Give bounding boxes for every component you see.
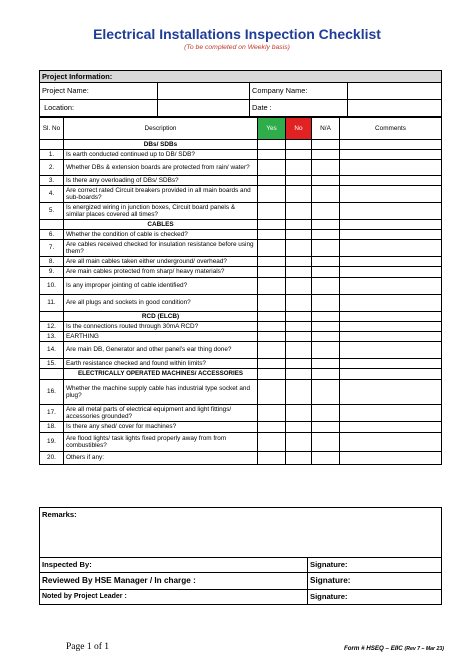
item-description: Are flood lights/ task lights fixed properly away from from combustibles? bbox=[64, 433, 258, 452]
comments-cell[interactable] bbox=[340, 257, 442, 267]
checklist-row bbox=[40, 342, 442, 359]
item-number: 13. bbox=[40, 332, 64, 342]
section-spacer bbox=[40, 140, 64, 150]
yes-checkbox-cell[interactable] bbox=[258, 332, 286, 342]
inspected-by-label: Inspected By: bbox=[40, 558, 308, 573]
item-number: 15. bbox=[40, 359, 64, 369]
col-sl-no: Sl. No bbox=[40, 118, 64, 140]
section-title: RCD (ELCB) bbox=[64, 312, 258, 322]
comments-cell[interactable] bbox=[340, 322, 442, 332]
company-name-label: Company Name: bbox=[250, 83, 348, 100]
item-number: 20. bbox=[40, 452, 64, 465]
checklist-table bbox=[39, 117, 442, 465]
yes-checkbox-cell[interactable] bbox=[258, 176, 286, 186]
comments-cell[interactable] bbox=[340, 176, 442, 186]
yes-checkbox-cell[interactable] bbox=[258, 322, 286, 332]
yes-checkbox-cell[interactable] bbox=[258, 422, 286, 433]
na-checkbox-cell[interactable] bbox=[312, 332, 340, 342]
no-checkbox-cell[interactable] bbox=[286, 257, 312, 267]
item-number: 2. bbox=[40, 160, 64, 176]
reviewed-by-signature[interactable]: Signature: bbox=[308, 573, 442, 590]
document-title: Electrical Installations Inspection Checklist bbox=[93, 26, 381, 42]
na-checkbox-cell[interactable] bbox=[312, 186, 340, 203]
comments-cell[interactable] bbox=[340, 278, 442, 295]
checklist-row bbox=[40, 150, 442, 160]
project-info-heading: Project Information: bbox=[40, 71, 442, 83]
section-row bbox=[40, 369, 442, 380]
col-no: No bbox=[286, 118, 312, 140]
na-checkbox-cell[interactable] bbox=[312, 267, 340, 278]
item-number: 9. bbox=[40, 267, 64, 278]
section-blank-cell bbox=[340, 220, 442, 230]
project-info-table bbox=[39, 70, 442, 117]
col-comments: Comments bbox=[340, 118, 442, 140]
item-description: Is earth conducted continued up to DB/ SDB? bbox=[64, 150, 258, 160]
comments-cell[interactable] bbox=[340, 380, 442, 405]
item-number: 8. bbox=[40, 257, 64, 267]
form-id bbox=[344, 645, 444, 652]
page-number: Page 1 of 1 bbox=[66, 642, 110, 652]
checklist-row bbox=[40, 452, 442, 465]
company-name-field[interactable] bbox=[348, 83, 442, 100]
item-number: 16. bbox=[40, 380, 64, 405]
section-title: ELECTRICALLY OPERATED MACHINES/ ACCESSORIES bbox=[64, 369, 258, 380]
na-checkbox-cell[interactable] bbox=[312, 322, 340, 332]
no-checkbox-cell[interactable] bbox=[286, 332, 312, 342]
na-checkbox-cell[interactable] bbox=[312, 433, 340, 452]
checklist-row bbox=[40, 380, 442, 405]
yes-checkbox-cell[interactable] bbox=[258, 203, 286, 220]
na-checkbox-cell[interactable] bbox=[312, 359, 340, 369]
date-field[interactable] bbox=[348, 100, 442, 117]
no-checkbox-cell[interactable] bbox=[286, 230, 312, 240]
na-checkbox-cell[interactable] bbox=[312, 422, 340, 433]
comments-cell[interactable] bbox=[340, 240, 442, 257]
no-checkbox-cell[interactable] bbox=[286, 176, 312, 186]
checklist-row bbox=[40, 422, 442, 433]
no-checkbox-cell[interactable] bbox=[286, 278, 312, 295]
no-checkbox-cell[interactable] bbox=[286, 342, 312, 359]
no-checkbox-cell[interactable] bbox=[286, 203, 312, 220]
item-description: Are correct rated Circuit breakers provided in all main boards and sub-boards? bbox=[64, 186, 258, 203]
na-checkbox-cell[interactable] bbox=[312, 295, 340, 312]
inspected-by-signature[interactable]: Signature: bbox=[308, 558, 442, 573]
reviewed-by-label: Reviewed By HSE Manager / In charge : bbox=[40, 573, 308, 590]
item-number: 17. bbox=[40, 405, 64, 422]
date-label: Date : bbox=[250, 100, 348, 117]
no-checkbox-cell[interactable] bbox=[286, 422, 312, 433]
na-checkbox-cell[interactable] bbox=[312, 150, 340, 160]
checklist-row bbox=[40, 322, 442, 332]
form-number: Form # HSEQ – EIIC bbox=[343, 645, 403, 652]
no-checkbox-cell[interactable] bbox=[286, 186, 312, 203]
item-number: 3. bbox=[40, 176, 64, 186]
no-checkbox-cell[interactable] bbox=[286, 359, 312, 369]
section-spacer bbox=[40, 220, 64, 230]
item-description: Are all plugs and sockets in good condition? bbox=[64, 295, 258, 312]
item-number: 12. bbox=[40, 322, 64, 332]
checklist-row bbox=[40, 433, 442, 452]
comments-cell[interactable] bbox=[340, 405, 442, 422]
item-description: Is any improper jointing of cable identified? bbox=[64, 278, 258, 295]
section-blank-cell bbox=[312, 312, 340, 322]
item-number: 11. bbox=[40, 295, 64, 312]
yes-checkbox-cell[interactable] bbox=[258, 257, 286, 267]
section-blank-cell bbox=[312, 140, 340, 150]
checklist-row bbox=[40, 332, 442, 342]
checklist-row bbox=[40, 176, 442, 186]
comments-cell[interactable] bbox=[340, 295, 442, 312]
checklist-row bbox=[40, 278, 442, 295]
item-number: 10. bbox=[40, 278, 64, 295]
no-checkbox-cell[interactable] bbox=[286, 433, 312, 452]
comments-cell[interactable] bbox=[340, 186, 442, 203]
item-description: Is the connections routed through 30mA RCD? bbox=[64, 322, 258, 332]
item-description: Is there any shed/ cover for machines? bbox=[64, 422, 258, 433]
comments-cell[interactable] bbox=[340, 150, 442, 160]
comments-cell[interactable] bbox=[340, 203, 442, 220]
item-description: Whether DBs & extension boards are protected from rain/ water? bbox=[64, 160, 258, 176]
item-description: Is there any overloading of DBs/ SDBs? bbox=[64, 176, 258, 186]
item-description: Earth resistance checked and found within limits? bbox=[64, 359, 258, 369]
comments-cell[interactable] bbox=[340, 433, 442, 452]
yes-checkbox-cell[interactable] bbox=[258, 380, 286, 405]
yes-checkbox-cell[interactable] bbox=[258, 240, 286, 257]
yes-checkbox-cell[interactable] bbox=[258, 160, 286, 176]
project-name-field[interactable] bbox=[158, 83, 250, 100]
section-spacer bbox=[40, 312, 64, 322]
checklist-row bbox=[40, 295, 442, 312]
checklist-row bbox=[40, 203, 442, 220]
yes-checkbox-cell[interactable] bbox=[258, 278, 286, 295]
na-checkbox-cell[interactable] bbox=[312, 240, 340, 257]
checklist-row bbox=[40, 160, 442, 176]
location-label: Location: bbox=[40, 100, 158, 117]
section-blank-cell bbox=[340, 312, 442, 322]
item-number: 6. bbox=[40, 230, 64, 240]
item-description: Whether the condition of cable is checked? bbox=[64, 230, 258, 240]
section-blank-cell bbox=[258, 140, 286, 150]
no-checkbox-cell[interactable] bbox=[286, 160, 312, 176]
item-number: 4. bbox=[40, 186, 64, 203]
item-number: 18. bbox=[40, 422, 64, 433]
na-checkbox-cell[interactable] bbox=[312, 203, 340, 220]
na-checkbox-cell[interactable] bbox=[312, 160, 340, 176]
yes-checkbox-cell[interactable] bbox=[258, 295, 286, 312]
section-row bbox=[40, 220, 442, 230]
checklist-row bbox=[40, 240, 442, 257]
yes-checkbox-cell[interactable] bbox=[258, 452, 286, 465]
yes-checkbox-cell[interactable] bbox=[258, 342, 286, 359]
item-description: Are all metal parts of electrical equipment and light fittings/ accessories grounded? bbox=[64, 405, 258, 422]
col-description: Description bbox=[64, 118, 258, 140]
item-number: 19. bbox=[40, 433, 64, 452]
noted-by-label: Noted by Project Leader : bbox=[40, 590, 308, 605]
yes-checkbox-cell[interactable] bbox=[258, 433, 286, 452]
item-description: Are main cables protected from sharp/ heavy materials? bbox=[64, 267, 258, 278]
no-checkbox-cell[interactable] bbox=[286, 295, 312, 312]
location-field[interactable] bbox=[158, 100, 250, 117]
section-blank-cell bbox=[340, 369, 442, 380]
section-blank-cell bbox=[286, 312, 312, 322]
section-blank-cell bbox=[286, 369, 312, 380]
remarks-box[interactable] bbox=[40, 508, 442, 558]
comments-cell[interactable] bbox=[340, 267, 442, 278]
item-description: Are main DB, Generator and other panel’s ear thing done? bbox=[64, 342, 258, 359]
no-checkbox-cell[interactable] bbox=[286, 150, 312, 160]
na-checkbox-cell[interactable] bbox=[312, 230, 340, 240]
yes-checkbox-cell[interactable] bbox=[258, 150, 286, 160]
document-subtitle: (To be completed on Weekly basis) bbox=[184, 44, 290, 51]
section-blank-cell bbox=[258, 220, 286, 230]
noted-by-signature[interactable]: Signature: bbox=[308, 590, 442, 605]
remarks-label: Remarks: bbox=[42, 510, 77, 519]
comments-cell[interactable] bbox=[340, 452, 442, 465]
form-revision: (Rev 7 – Mar 23) bbox=[404, 646, 444, 652]
item-description: Are cables received checked for insulation resistance before using them? bbox=[64, 240, 258, 257]
comments-cell[interactable] bbox=[340, 359, 442, 369]
section-blank-cell bbox=[312, 220, 340, 230]
yes-checkbox-cell[interactable] bbox=[258, 405, 286, 422]
item-number: 5. bbox=[40, 203, 64, 220]
item-description: EARTHING bbox=[64, 332, 258, 342]
yes-checkbox-cell[interactable] bbox=[258, 267, 286, 278]
section-spacer bbox=[40, 369, 64, 380]
section-title: DBs/ SDBs bbox=[64, 140, 258, 150]
comments-cell[interactable] bbox=[340, 422, 442, 433]
checklist-row bbox=[40, 257, 442, 267]
section-blank-cell bbox=[258, 312, 286, 322]
col-yes: Yes bbox=[258, 118, 286, 140]
no-checkbox-cell[interactable] bbox=[286, 322, 312, 332]
checklist-row bbox=[40, 359, 442, 369]
no-checkbox-cell[interactable] bbox=[286, 240, 312, 257]
yes-checkbox-cell[interactable] bbox=[258, 230, 286, 240]
project-name-label: Project Name: bbox=[40, 83, 158, 100]
no-checkbox-cell[interactable] bbox=[286, 452, 312, 465]
section-blank-cell bbox=[258, 369, 286, 380]
section-row bbox=[40, 312, 442, 322]
section-blank-cell bbox=[340, 140, 442, 150]
item-number: 1. bbox=[40, 150, 64, 160]
yes-checkbox-cell[interactable] bbox=[258, 186, 286, 203]
checklist-row bbox=[40, 267, 442, 278]
item-number: 14. bbox=[40, 342, 64, 359]
na-checkbox-cell[interactable] bbox=[312, 278, 340, 295]
na-checkbox-cell[interactable] bbox=[312, 380, 340, 405]
section-title: CABLES bbox=[64, 220, 258, 230]
signoff-table bbox=[39, 507, 442, 605]
na-checkbox-cell[interactable] bbox=[312, 452, 340, 465]
comments-cell[interactable] bbox=[340, 160, 442, 176]
no-checkbox-cell[interactable] bbox=[286, 267, 312, 278]
comments-cell[interactable] bbox=[340, 332, 442, 342]
section-blank-cell bbox=[286, 140, 312, 150]
item-description: Is energized wiring in junction boxes, Circuit board panels & similar places covered all times? bbox=[64, 203, 258, 220]
na-checkbox-cell[interactable] bbox=[312, 405, 340, 422]
section-blank-cell bbox=[286, 220, 312, 230]
section-row bbox=[40, 140, 442, 150]
checklist-row bbox=[40, 230, 442, 240]
na-checkbox-cell[interactable] bbox=[312, 176, 340, 186]
comments-cell[interactable] bbox=[340, 342, 442, 359]
item-number: 7. bbox=[40, 240, 64, 257]
col-na: N/A bbox=[312, 118, 340, 140]
no-checkbox-cell[interactable] bbox=[286, 405, 312, 422]
yes-checkbox-cell[interactable] bbox=[258, 359, 286, 369]
section-blank-cell bbox=[312, 369, 340, 380]
comments-cell[interactable] bbox=[340, 230, 442, 240]
checklist-row bbox=[40, 186, 442, 203]
na-checkbox-cell[interactable] bbox=[312, 257, 340, 267]
no-checkbox-cell[interactable] bbox=[286, 380, 312, 405]
checklist-row bbox=[40, 405, 442, 422]
item-description: Whether the machine supply cable has industrial type socket and plug? bbox=[64, 380, 258, 405]
item-description: Others if any: bbox=[64, 452, 258, 465]
item-description: Are all main cables taken either underground/ overhead? bbox=[64, 257, 258, 267]
na-checkbox-cell[interactable] bbox=[312, 342, 340, 359]
